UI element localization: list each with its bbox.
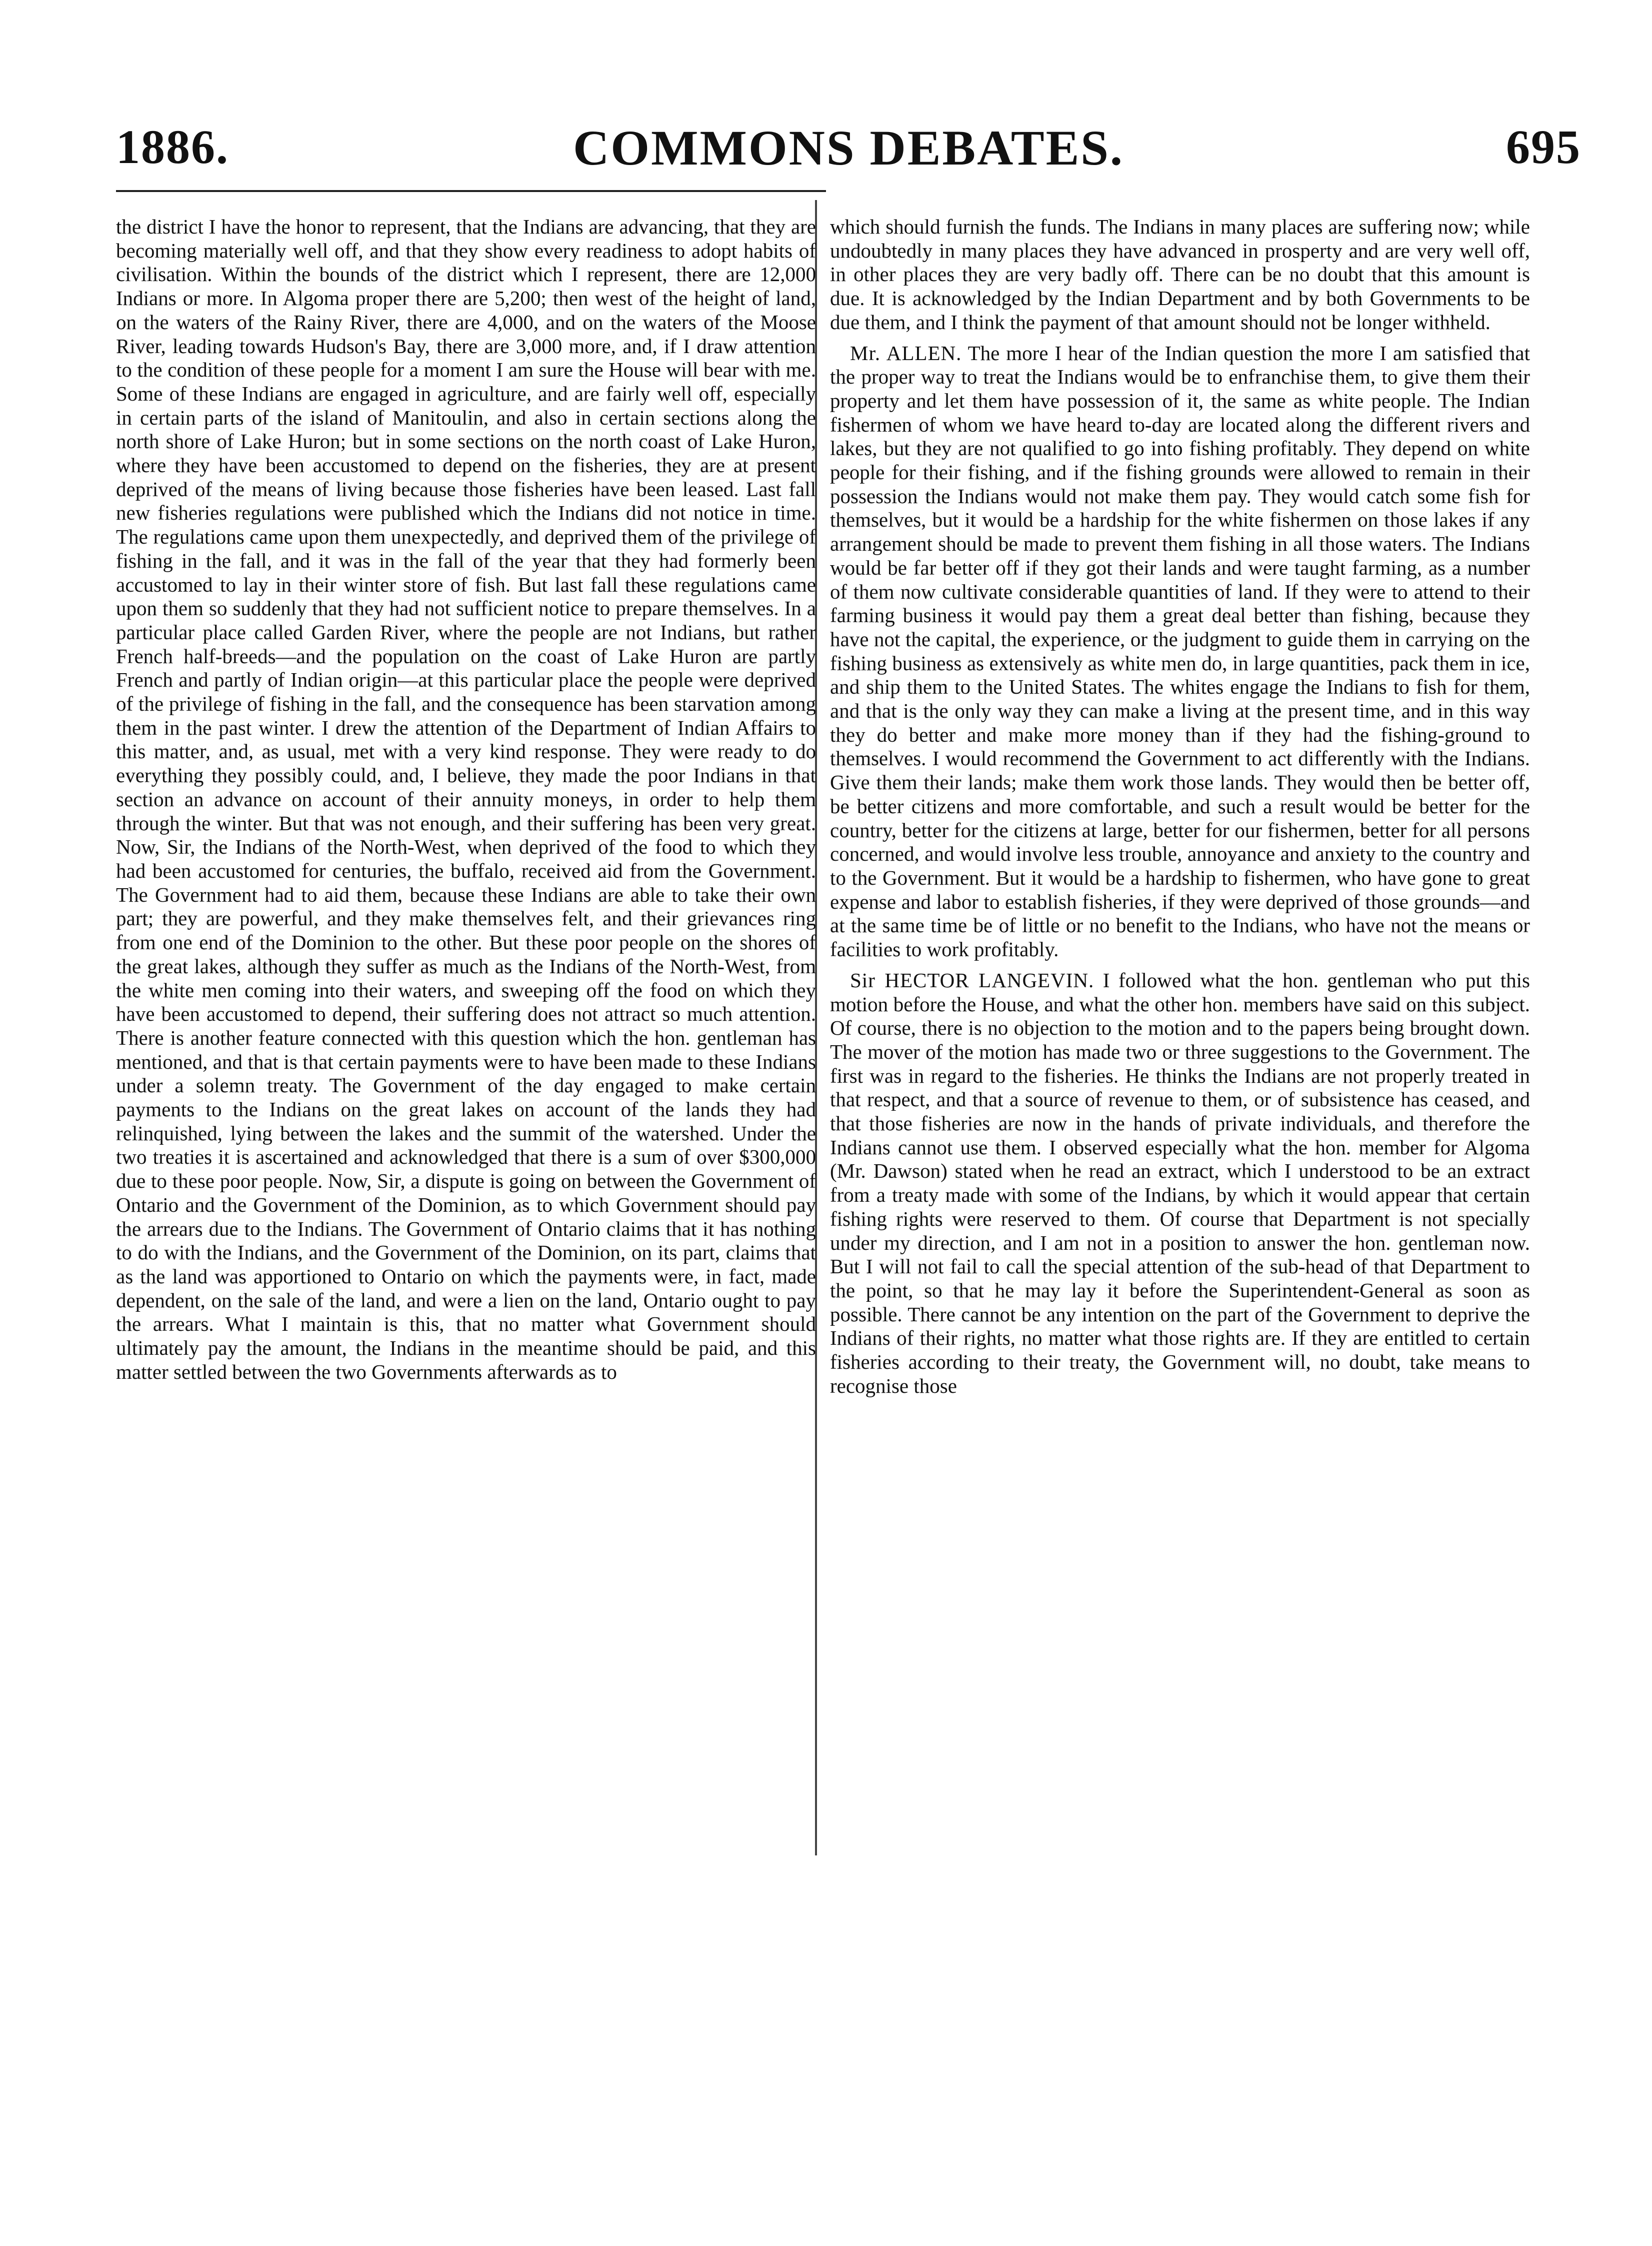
right-column bbox=[830, 215, 1530, 1398]
allen-speech bbox=[830, 342, 1530, 962]
langevin-speech-text: I followed what the hon. gentleman who put this motion before the House, and what the other hon. members have said on this subject. Of course, there is no objection to the motion and to the papers being brought down. The mover of the motion has made two or three suggestions to the Government. The first was in regard to the fisheries. He thinks the Indians are not properly treated in that respect, and that a source of revenue to them, or of subsistence has ceased, and that those fisheries are now in the hands of private individuals, and therefore the Indians cannot use them. I observed especially what the hon. member for Algoma (Mr. Dawson) stated when he read an extract, which I understood to be an extract from a treaty made with some of the Indians, by which it would appear that certain fishing rights were reserved to them. Of course that Department is not specially under my direction, and I am not in a position to answer the hon. gentleman now. But I will not fail to call the special attention of the sub-head of that Department to the point, so that he may lay it before the Superintendent-General as soon as possible. There cannot be any intention on the part of the Government to deprive the Indians of their rights, no matter what those rights are. If they are entitled to certain fisheries according to their treaty, the Government will, no doubt, take means to recognise those bbox=[830, 968, 1530, 1397]
allen-speech-text: The more I hear of the Indian question the more I am satisfied that the proper way to treat the Indians would be to enfranchise them, to give them their property and let them have possession of it, the same as white people. The Indian fishermen of whom we have heard to-day are located along the different rivers and lakes, but they are not qualified to go into fishing profitably. They depend on white people for their fishing, and if the fishing grounds were allowed to remain in their possession the Indians would not make them pay. They would catch some fish for themselves, but it would be a hardship for the white fishermen on those lakes if any arrangement should be made to prevent them fishing in all those waters. The Indians would be far better off if they got their lands and were taught farming, as a number of them now cultivate considerable quantities of land. If they were to attend to their farming business it would pay them a great deal better than fishing, because they have not the capital, the experience, or the judgment to guide them in carrying on the fishing business as extensively as white men do, in large quantities, pack them in ice, and ship them to the United States. The whites engage the Indians to fish for them, and that is the only way they can make a living at the present time, and in this way they do better and make more money than if they had the fishing-ground to themselves. I would recommend the Government to act differently with the Indians. Give them their lands; make them work those lands. They would then be better off, be better citizens and more comfortable, and such a result would be better for the country, better for the citizens at large, better for our fishermen, better for all persons concerned, and would involve less trouble, annoyance and anxiety to the country and to the Government. But it would be a hardship to fishermen, who have gone to great expense and labor to establish fisheries, if they were deprived of those grounds—and at the same time be of little or no benefit to the Indians, who have not the means or facilities to work profitably. bbox=[830, 341, 1530, 961]
langevin-speech bbox=[830, 969, 1530, 1398]
speaker-allen: Mr. ALLEN. bbox=[850, 341, 962, 365]
left-paragraph-1: the district I have the honor to represent, that the Indians are advancing, that they are becoming materially well off, and that they show every readiness to adopt habits of civilisation. Within the bounds of the district which I represent, there are 12,000 Indians or more. In Algoma proper there are 5,200; then west of the height of land, on the waters of the Rainy River, there are 4,000, and on the waters of the Moose River, leading towards Hudson's Bay, there are 3,000 more, and, if I draw attention to the condition of these people for a moment I am sure the House will bear with me. Some of these Indians are engaged in agriculture, and are fairly well off, especially in certain parts of the island of Manitoulin, and also in certain sections along the north shore of Lake Huron; but in some sections on the north coast of Lake Huron, where they have been accustomed to depend on the fisheries, they are at present deprived of the means of living because those fisheries have been leased. Last fall new fisheries regulations were published which the Indians did not notice in time. The regulations came upon them unexpectedly, and deprived them of the privilege of fishing in the fall, and it was in the fall of the year that they had formerly been accustomed to lay in their winter store of fish. But last fall these regulations came upon them so suddenly that they had not sufficient notice to prepare themselves. In a particular place called Garden River, where the people are not Indians, but rather French half-breeds—and the population on the coast of Lake Huron are partly French and partly of Indian origin—at this particular place the people were deprived of the privilege of fishing in the fall, and the consequence has been starvation among them in the past winter. I drew the attention of the Department of Indian Affairs to this matter, and, as usual, met with a very kind response. They were ready to do everything they possibly could, and, I believe, they made the poor Indians in that section an advance on account of their annuity moneys, in order to help them through the winter. But that was not enough, and their suffering has been very great. Now, Sir, the Indians of the North-West, when deprived of the food to which they had been accustomed for centuries, the buffalo, received aid from the Government. The Government had to aid them, because these Indians are able to take their own part; they are powerful, and they make themselves felt, and their grievances ring from one end of the Dominion to the other. But these poor people on the shores of the great lakes, although they suffer as much as the Indians of the North-West, from the white men coming into their waters, and sweeping off the food on which they have been accustomed to depend, their suffering does not attract so much attention. There is another feature connected with this question which the hon. gentleman has mentioned, and that is that certain payments were to have been made to these Indians under a solemn treaty. The Government of the day engaged to make certain payments to the Indians on the great lakes on account of the lands they had relinquished, lying between the lakes and the summit of the watershed. Under the two treaties it is ascertained and acknowledged that there is a sum of over $300,000 due to these poor people. Now, Sir, a dispute is going on between the Government of Ontario and the Government of the Dominion, as to which Government should pay the arrears due to the Indians. The Government of Ontario claims that it has nothing to do with the Indians, and the Government of the Dominion, on its part, claims that as the land was apportioned to Ontario on which the payments were, in fact, made dependent, on the sale of the land, and were a lien on the land, Ontario ought to pay the arrears. What I maintain is this, that no matter what Government should ultimately pay the amount, the Indians in the meantime should be paid, and this matter settled between the two Governments afterwards as to bbox=[116, 215, 816, 1383]
right-paragraph-1: which should furnish the funds. The Indians in many places are suffering now; while undoubtedly in many places they have advanced in prosperty and are very well off, in other places they are very badly off. There can be no doubt that this amount is due. It is acknowledged by the Indian Department and by both Governments to be due them, and I think the payment of that amount should not be longer withheld. bbox=[830, 215, 1530, 334]
page-header bbox=[116, 119, 1581, 174]
header-rule bbox=[116, 190, 826, 192]
speaker-langevin: Sir HECTOR LANGEVIN. bbox=[850, 968, 1094, 992]
left-column bbox=[116, 215, 816, 1384]
header-title: COMMONS DEBATES. bbox=[573, 120, 1124, 176]
header-page-number: 695 bbox=[1506, 120, 1581, 174]
header-year: 1886. bbox=[116, 120, 229, 174]
